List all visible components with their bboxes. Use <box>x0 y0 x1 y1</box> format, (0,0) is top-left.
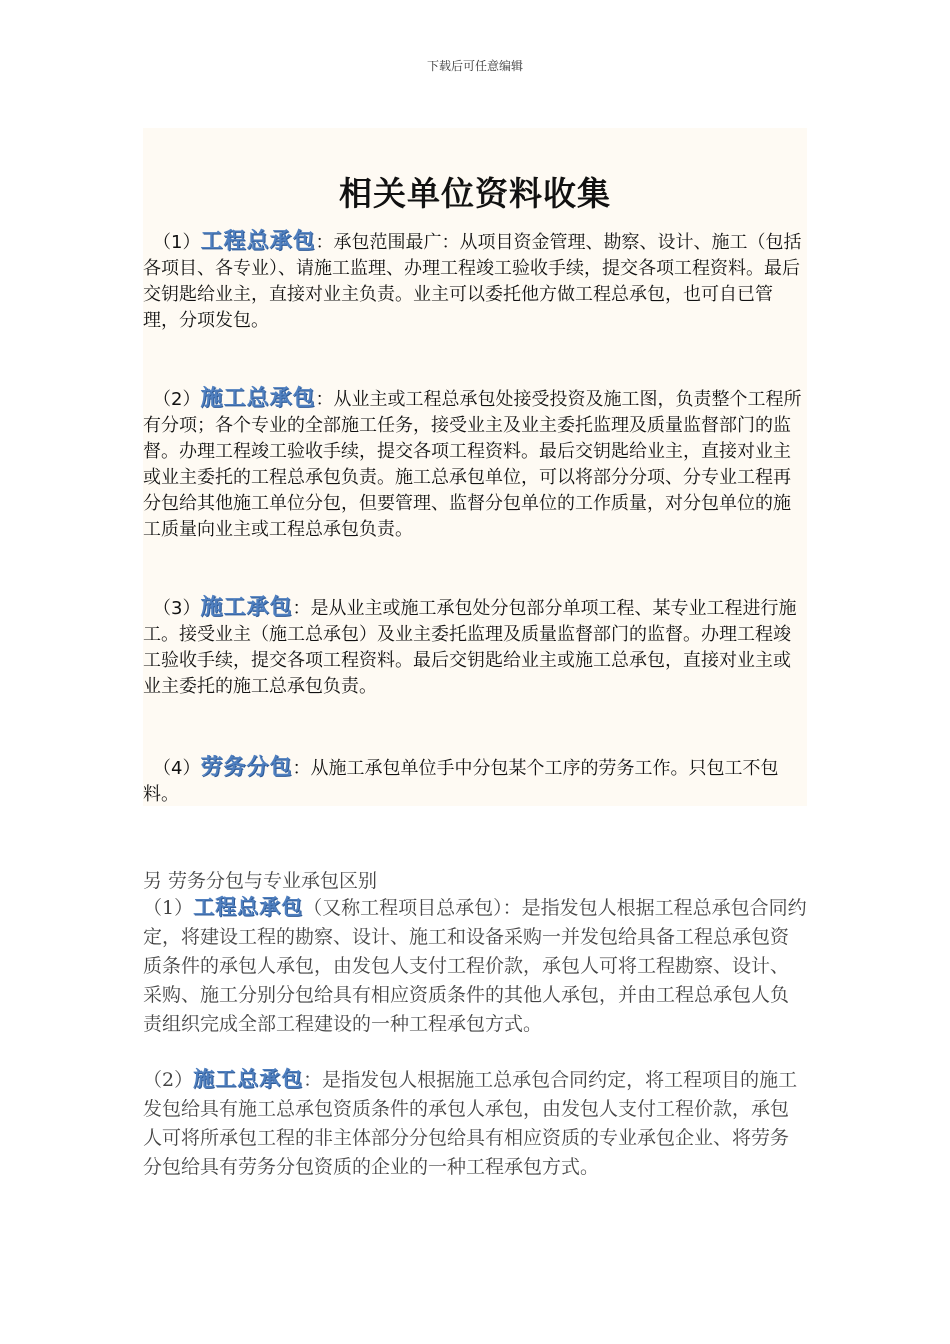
item-text: ：从业主或工程总承包处接受投资及施工图，负责整个工程所有分项；各个专业的全部施工任务，接受业主及业主委托监理及质量监督部门的监督。办理工程竣工验收手续，提交各项工程资料。最后交钥匙给业主，直接对业主或业主委托的工程总承包负责。施工总承包单位，可以将部分分项、分专业工程再分包给其他施工单位分包，但要管理、监督分包单位的工作质量，对分包单位的施工质量向业主或工程总承包负责。 <box>143 389 802 540</box>
item-text: （又称工程项目总承包）：是指发包人根据工程总承包合同约定，将建设工程的勘察、设计、施工和设备采购一并发包给具备工程总承包资质条件的承包人承包，由发包人支付工程价款，承包人可将工程勘察、设计、采购、施工分别分包给具有相应资质条件的其他人承包，并由工程总承包人负责组织完成全部工程建设的一种工程承包方式。 <box>143 897 807 1035</box>
item-number: （2） <box>153 389 201 410</box>
item-term: 施工总承包 <box>193 1067 304 1091</box>
paragraph-1 <box>143 229 807 334</box>
item-term: 工程总承包 <box>200 229 316 254</box>
item-text: ：承包范围最广：从项目资金管理、勘察、设计、施工（包括各项目、各专业）、请施工监理、办理工程竣工验收手续，提交各项工程资料。最后交钥匙给业主，直接对业主负责。业主可以委托他方做工程总承包，也可自已管理，分项发包。 <box>143 232 802 331</box>
item-term: 施工总承包 <box>200 386 316 411</box>
item-text: ：是指发包人根据施工总承包合同约定，将工程项目的施工发包给具有施工总承包资质条件的承包人承包，由发包人支付工程价款，承包人可将所承包工程的非主体部分分包给具有相应资质的专业承包企业、将劳务分包给具有劳务分包资质的企业的一种工程承包方式。 <box>143 1069 798 1178</box>
paragraph-4 <box>143 755 807 808</box>
section-paragraph-1 <box>143 893 807 1039</box>
item-text: ：从施工承包单位手中分包某个工序的劳务工作。只包工不包料。 <box>143 758 779 805</box>
item-number: （1） <box>153 232 201 253</box>
item-number: （3） <box>153 598 201 619</box>
item-term: 工程总承包 <box>193 895 304 919</box>
item-number: （1） <box>143 897 194 919</box>
document-title: 相关单位资料收集 <box>339 174 611 213</box>
paragraph-2 <box>143 386 807 543</box>
item-term: 施工承包 <box>200 595 293 620</box>
paragraph-3 <box>143 595 807 700</box>
header-note: 下载后可任意编辑 <box>426 59 523 73</box>
item-term: 劳务分包 <box>200 755 293 780</box>
item-text: ：是从业主或施工承包处分包部分单项工程、某专业工程进行施工。接受业主（施工总承包）及业主委托监理及质量监督部门的监督。办理工程竣工验收手续，提交各项工程资料。最后交钥匙给业主或施工总承包，直接对业主或业主委托的施工总承包负责。 <box>143 598 797 697</box>
section-title: 另 劳务分包与专业承包区别 <box>143 870 378 892</box>
section-paragraph-2 <box>143 1065 807 1182</box>
item-number: （4） <box>153 758 201 779</box>
item-number: （2） <box>143 1069 194 1091</box>
